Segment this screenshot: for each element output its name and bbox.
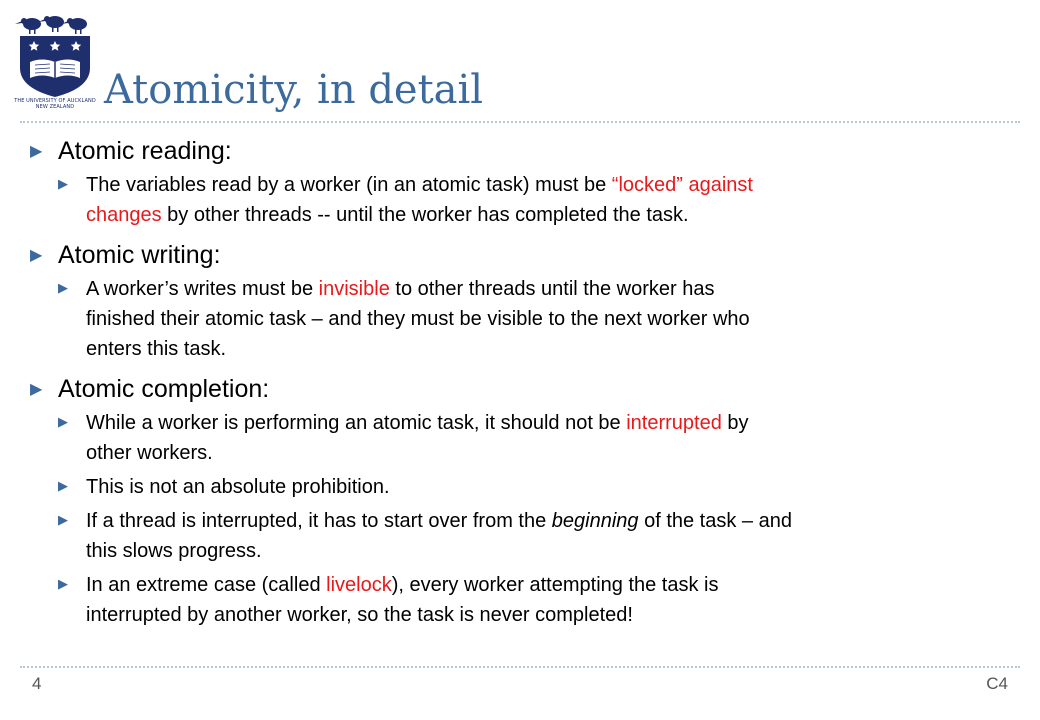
text-line bbox=[86, 506, 1006, 536]
text-segment: A worker’s writes must be bbox=[86, 278, 319, 300]
triangle-bullet-icon: ▶ bbox=[30, 245, 43, 264]
triangle-bullet-icon: ▶ bbox=[58, 577, 68, 592]
text-segment: ), every worker attempting the task is bbox=[391, 574, 719, 596]
text-line bbox=[86, 408, 1006, 438]
bullet-heading bbox=[30, 238, 1020, 272]
text-segment: If a thread is interrupted, it has to start over from the bbox=[86, 510, 552, 532]
highlighted-text: livelock bbox=[326, 574, 392, 596]
logo-caption-line2: NEW ZEALAND bbox=[35, 104, 75, 110]
sub-bullet-item bbox=[58, 274, 1006, 364]
slide-title: Atomicity, in detail bbox=[104, 67, 484, 113]
heading-text: Atomic completion: bbox=[58, 375, 270, 403]
text-segment: other workers. bbox=[86, 442, 213, 464]
triangle-bullet-icon: ▶ bbox=[58, 513, 68, 528]
triangle-bullet-icon: ▶ bbox=[30, 141, 43, 160]
course-code: C4 bbox=[986, 674, 1008, 693]
footer-divider bbox=[20, 666, 1020, 668]
logo-caption-line1: THE UNIVERSITY OF AUCKLAND bbox=[14, 98, 96, 104]
sub-bullet-item bbox=[58, 506, 1006, 566]
highlighted-text: changes bbox=[86, 204, 162, 226]
highlighted-text: interrupted bbox=[626, 412, 722, 434]
text-segment: enters this task. bbox=[86, 338, 227, 360]
sub-bullet-item bbox=[58, 570, 1006, 630]
text-line bbox=[86, 600, 1006, 630]
triangle-bullet-icon: ▶ bbox=[58, 415, 68, 430]
text-line bbox=[86, 536, 1006, 566]
text-segment: this slows progress. bbox=[86, 540, 262, 562]
logo-caption bbox=[14, 98, 96, 110]
sub-bullet-item bbox=[58, 472, 1006, 502]
highlighted-text: “locked” against bbox=[611, 174, 753, 196]
heading-text: Atomic reading: bbox=[58, 137, 232, 165]
sub-bullet-item bbox=[58, 170, 1006, 230]
bullet-heading bbox=[30, 372, 1020, 406]
text-segment: This is not an absolute prohibition. bbox=[86, 476, 390, 498]
triangle-bullet-icon: ▶ bbox=[58, 281, 68, 296]
text-segment: to other threads until the worker has bbox=[389, 278, 715, 300]
text-segment: While a worker is performing an atomic task, it should not be bbox=[86, 412, 627, 434]
emphasized-text: beginning bbox=[551, 510, 639, 532]
text-segment: finished their atomic task – and they must be visible to the next worker who bbox=[86, 308, 750, 330]
text-line bbox=[86, 304, 1006, 334]
slide-body bbox=[30, 134, 1020, 630]
text-line bbox=[86, 334, 1006, 364]
sub-bullet-item bbox=[58, 408, 1006, 468]
highlighted-text: invisible bbox=[318, 278, 390, 300]
triangle-bullet-icon: ▶ bbox=[58, 479, 68, 494]
text-segment: by bbox=[721, 412, 749, 434]
triangle-bullet-icon: ▶ bbox=[30, 379, 43, 398]
text-segment: In an extreme case (called bbox=[86, 574, 327, 596]
text-line bbox=[86, 200, 1006, 230]
title-divider bbox=[20, 121, 1020, 123]
triangle-bullet-icon: ▶ bbox=[58, 177, 68, 192]
text-segment: The variables read by a worker (in an atomic task) must be bbox=[86, 174, 612, 196]
text-line bbox=[86, 570, 1006, 600]
text-line bbox=[86, 438, 1006, 468]
text-line bbox=[86, 472, 1006, 502]
text-segment: of the task – and bbox=[638, 510, 792, 532]
crest-icon bbox=[14, 12, 96, 98]
text-line bbox=[86, 170, 1006, 200]
page-number: 4 bbox=[32, 674, 42, 693]
text-segment: by other threads -- until the worker has completed the task. bbox=[161, 204, 689, 226]
text-line bbox=[86, 274, 1006, 304]
university-logo bbox=[14, 12, 96, 110]
text-segment: interrupted by another worker, so the task is never completed! bbox=[86, 604, 633, 626]
bullet-heading bbox=[30, 134, 1020, 168]
heading-text: Atomic writing: bbox=[58, 241, 221, 269]
